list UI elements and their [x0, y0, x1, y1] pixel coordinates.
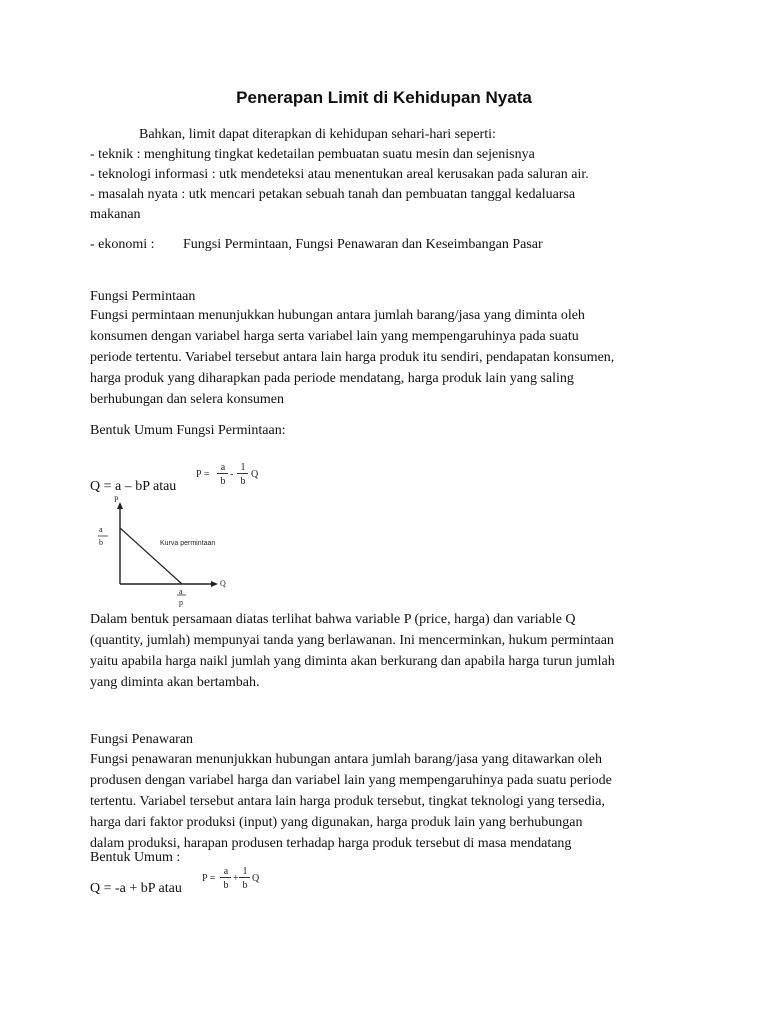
demand-alt-var: Q	[251, 469, 259, 480]
demand-line: harga produk yang diharapkan pada periode mendatang, harga produk lain yang saling	[90, 371, 574, 386]
supply-line: Fungsi penawaran menunjukkan hubungan antara jumlah barang/jasa yang ditawarkan oleh	[90, 752, 603, 767]
page-title: Penerapan Limit di Kehidupan Nyata	[236, 88, 532, 107]
demand-alt-fracbar1	[217, 473, 228, 474]
supply-alt-den2: b	[242, 880, 248, 891]
supply-alt-var: Q	[252, 873, 260, 884]
supply-alt-den1: b	[223, 880, 229, 891]
demand-curve-line	[120, 528, 182, 584]
intro-lead: Bahkan, limit dapat diterapkan di kehidupan sehari-hari seperti:	[139, 127, 496, 142]
demand-alt-num2: 1	[240, 462, 246, 473]
supply-general-form-label: Bentuk Umum :	[90, 850, 181, 865]
demand-line: Fungsi permintaan menunjukkan hubungan antara jumlah barang/jasa yang diminta oleh	[90, 308, 585, 323]
demand-paragraph	[90, 305, 690, 410]
demand-explanation-line: yang diminta akan bertambah.	[90, 675, 260, 690]
intro-item-teknologi: - teknologi informasi : utk mendeteksi atau menentukan areal kerusakan pada saluran air.	[90, 167, 589, 182]
intro-item-masalah: - masalah nyata : utk mencari petakan sebuah tanah dan pembuatan tanggal kedaluarsa	[90, 187, 576, 202]
intro-ekonomi-text: Fungsi Permintaan, Fungsi Penawaran dan Keseimbangan Pasar	[183, 237, 543, 252]
demand-general-form-label: Bentuk Umum Fungsi Permintaan:	[90, 423, 286, 438]
supply-alt-fracbar1	[220, 877, 231, 878]
demand-graph-y-intercept-den: b	[99, 538, 103, 547]
demand-heading: Fungsi Permintaan	[90, 289, 196, 304]
demand-explanation-line: (quantity, jumlah) mempunyai tanda yang berlawanan. Ini mencerminkan, hukum permintaan	[90, 633, 614, 648]
demand-alt-num1: a	[220, 462, 226, 473]
supply-line: harga dari faktor produksi (input) yang digunakan, harga produk lain yang berhubungan	[90, 815, 583, 830]
demand-alt-op: -	[230, 469, 234, 480]
demand-alt-lhs: P =	[196, 469, 210, 480]
intro-ekonomi-label: - ekonomi :	[90, 237, 155, 252]
supply-equation: Q = -a + bP atau	[90, 881, 182, 896]
demand-graph-x-arrow	[211, 581, 218, 587]
demand-graph-svg	[94, 498, 254, 610]
demand-graph-x-intercept-den: p	[179, 598, 183, 607]
demand-explanation-line: yaitu apabila harga naikl jumlah yang diminta akan berkurang dan apabila harga turun jumlah	[90, 654, 615, 669]
demand-graph-y-intercept-num: a	[99, 525, 103, 534]
demand-line: periode tertentu. Variabel tersebut antara lain harga produk itu sendiri, pendapatan konsumen,	[90, 350, 615, 365]
supply-alt-fracbar2	[239, 877, 250, 878]
demand-alt-den2: b	[240, 476, 246, 487]
demand-graph-curve-label: Kurva permintaan	[160, 540, 216, 547]
demand-alt-fracbar2	[237, 473, 248, 474]
demand-graph	[94, 495, 254, 610]
supply-line: dalam produksi, harapan produsen terhadap harga produk tersebut di masa mendatang	[90, 836, 572, 851]
supply-alt-num1: a	[223, 866, 229, 877]
supply-alt-num2: 1	[242, 866, 248, 877]
demand-alt-den1: b	[220, 476, 226, 487]
demand-graph-x-label: Q	[220, 579, 226, 588]
supply-paragraph	[90, 749, 690, 854]
demand-graph-y-label: P	[114, 495, 119, 504]
demand-explanation	[90, 609, 690, 693]
supply-heading: Fungsi Penawaran	[90, 732, 194, 747]
demand-explanation-line: Dalam bentuk persamaan diatas terlihat bahwa variable P (price, harga) dan variable Q	[90, 612, 576, 627]
demand-graph-x-intercept-num: a	[179, 587, 183, 596]
demand-line: konsumen dengan variabel harga serta variabel lain yang mempengaruhinya pada suatu	[90, 329, 579, 344]
intro-item-teknik: - teknik : menghitung tingkat kedetailan pembuatan suatu mesin dan sejenisnya	[90, 147, 535, 162]
supply-alt-lhs: P =	[202, 873, 216, 884]
supply-line: produsen dengan variabel harga dan variabel lain yang mempengaruhinya pada suatu periode	[90, 773, 612, 788]
intro-item-makanan: makanan	[90, 207, 141, 222]
demand-equation: Q = a – bP atau	[90, 479, 177, 494]
demand-line: berhubungan dan selera konsumen	[90, 392, 284, 407]
supply-line: tertentu. Variabel tersebut antara lain harga produk tersebut, tingkat teknologi yang tersedia,	[90, 794, 605, 809]
supply-alt-op: +	[233, 873, 239, 884]
